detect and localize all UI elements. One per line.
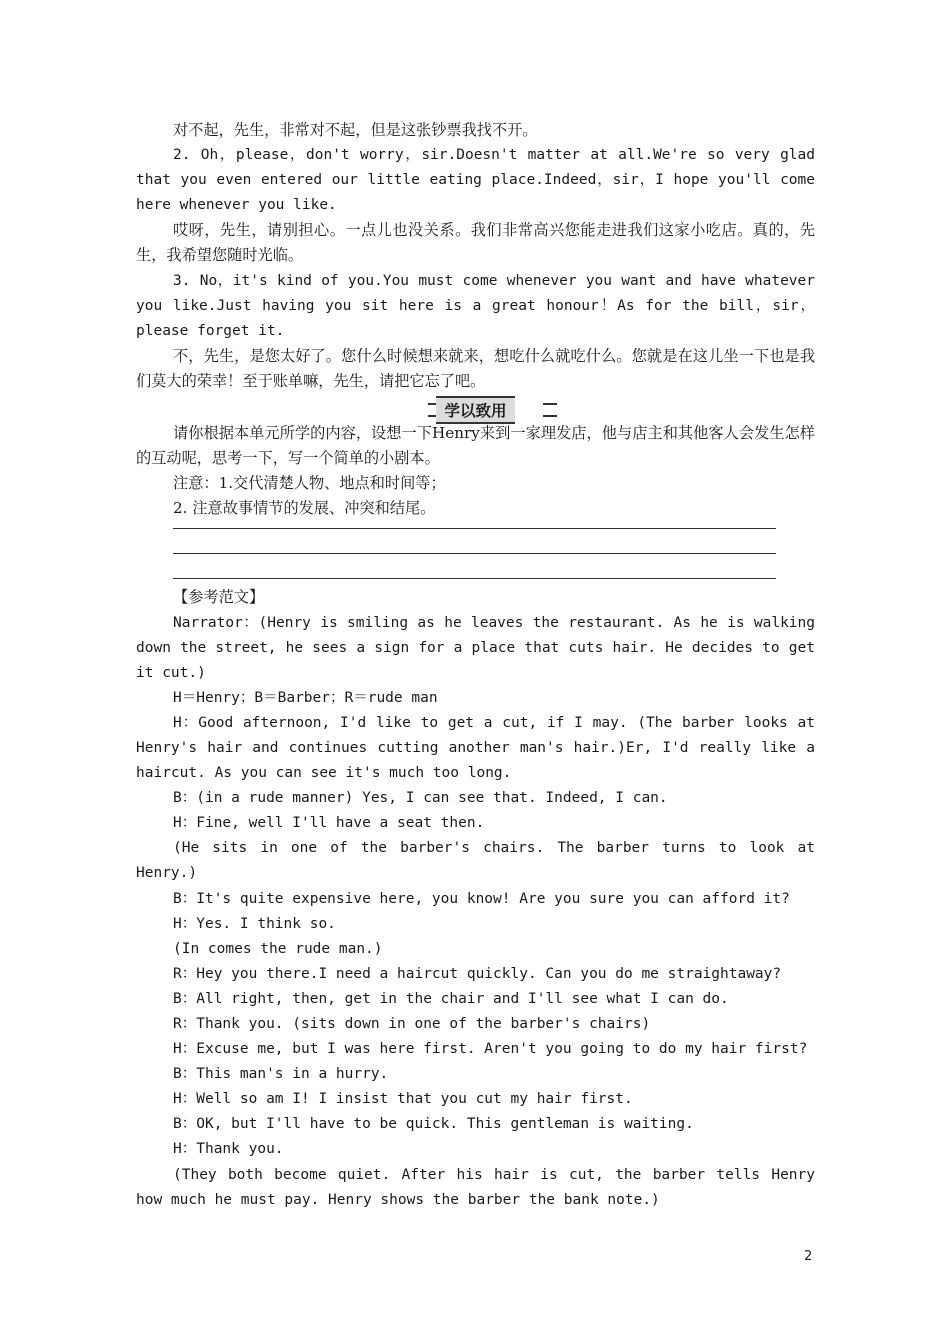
translation-2: 哎呀，先生，请别担心。一点儿也没关系。我们非常高兴您能走进我们这家小吃店。真的，先生，我希望您随时光临。 [136,221,815,265]
page-number: 2 [804,1249,813,1264]
sample-line: (He sits in one of the barber's chairs. The barber turns to look at Henry.) [136,840,815,882]
sample-line: B：OK, but I'll have to be quick. This gentleman is waiting. [173,1116,694,1133]
sample-line: Narrator：(Henry is smiling as he leaves the restaurant. As he is walking down the street, he sees a sign for a place that cuts hair. He decides to get it cut.) [136,614,815,681]
answer-line [173,528,776,529]
sentence-2: 2. Oh，please，don't worry，sir.Doesn't matter at all.We're so very glad that you even entered our little eating place.Indeed，sir，I hope you'll come here whenever you like. [136,147,815,214]
sample-line: H：Yes. I think so. [173,915,336,932]
writing-task-prompt: 请你根据本单元所学的内容，设想一下Henry来到一家理发店，他与店主和其他客人会发生怎样的互动呢，思考一下，写一个简单的小剧本。 [136,424,815,468]
translation-3: 不，先生，是您太好了。您什么时候想来就来，想吃什么就吃什么。您就是在这儿坐一下也是我们莫大的荣幸！至于账单嘛，先生，请把它忘了吧。 [136,346,815,390]
sample-line: B：(in a rude manner) Yes, I can see that. Indeed, I can. [173,790,668,807]
answer-line [173,578,776,579]
sample-line: H：Well so am I! I insist that you cut my hair first. [173,1091,633,1108]
sample-line: H＝Henry；B＝Barber；R＝rude man [173,689,438,706]
sample-line: R：Thank you. (sits down in one of the barber's chairs) [173,1016,651,1032]
section-heading: 学以致用 [436,396,514,424]
sample-line: (In comes the rude man.) [173,940,383,957]
sample-line: B：It's quite expensive here, you know! Are you sure you can afford it? [173,890,790,907]
writing-task-note-2: 2. 注意故事情节的发展、冲突和结尾。 [173,499,436,518]
sample-line: (They both become quiet. After his hair is cut, the barber tells Henry how much he must pay. Henry shows the barber the bank note.) [136,1166,815,1208]
page-content [136,118,815,1213]
sample-line: B：This man's in a hurry. [173,1066,389,1083]
section-heading-banner [136,395,815,421]
answer-line [173,553,776,554]
answer-lines [136,521,815,579]
sample-line: H：Fine, well I'll have a seat then. [173,815,485,832]
sample-line: H：Excuse me, but I was here first. Aren't you going to do my hair first? [173,1041,808,1058]
sentence-3: 3. No，it's kind of you.You must come whenever you want and have whatever you like.Just having you sit here is a great honour！As for the bill，sir，please forget it. [136,272,815,339]
sample-line: H：Thank you. [173,1141,284,1158]
sample-line: B：All right, then, get in the chair and I'll see what I can do. [173,990,729,1007]
writing-task-note-1: 注意：1.交代清楚人物、地点和时间等； [173,474,446,493]
sample-line: H：Good afternoon, I'd like to get a cut, if I may. (The barber looks at Henry's hair and continues cutting another man's hair.)Er, I'd really like a haircut. As you can see it's much too long. [136,714,815,782]
translation-1: 对不起，先生，非常对不起，但是这张钞票我找不开。 [173,121,538,139]
sample-line: R：Hey you there.I need a haircut quickly. Can you do me straightaway? [173,965,782,982]
sample-label: 【参考范文】 [173,588,265,607]
